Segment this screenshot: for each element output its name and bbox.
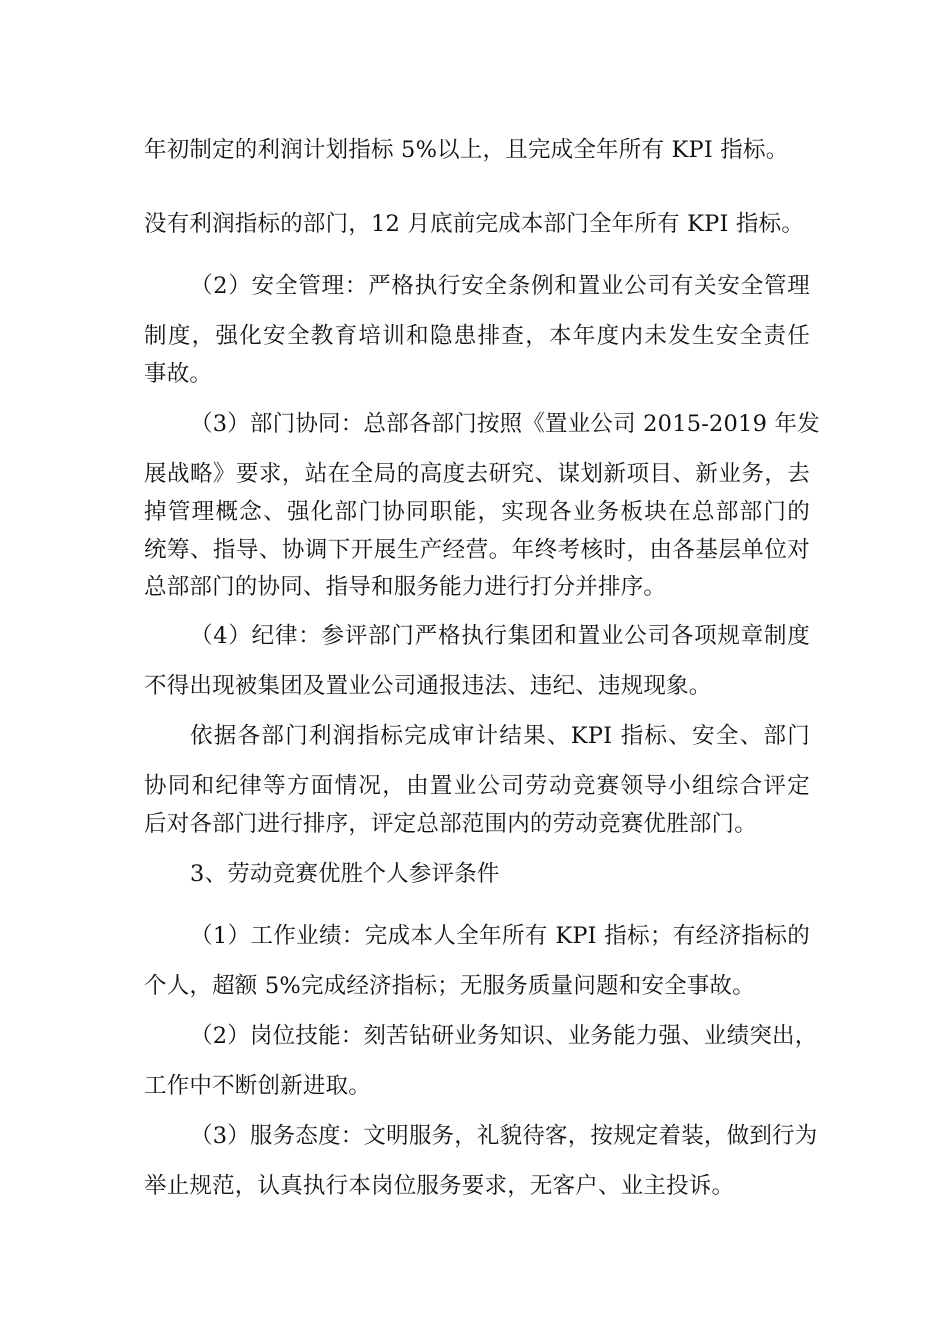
paragraph-line: 依据各部门利润指标完成审计结果、KPI 指标、安全、部门 [190, 723, 810, 749]
paragraph-line: 年初制定的利润计划指标 5%以上，且完成全年所有 KPI 指标。 [144, 137, 789, 163]
paragraph-line: 工作中不断创新进取。 [144, 1073, 372, 1099]
paragraph-line: 举止规范，认真执行本岗位服务要求，无客户、业主投诉。 [144, 1173, 735, 1199]
paragraph-line: （2）岗位技能：刻苦钻研业务知识、业务能力强、业绩突出， [190, 1023, 818, 1049]
paragraph-line: 个人，超额 5%完成经济指标；无服务质量问题和安全事故。 [144, 973, 755, 999]
paragraph-line: 掉管理概念、强化部门协同职能，实现各业务板块在总部部门的 [144, 499, 810, 525]
paragraph-line: （3）服务态度：文明服务，礼貌待客，按规定着装，做到行为 [190, 1123, 818, 1149]
paragraph-line: 后对各部门进行排序，评定总部范围内的劳动竞赛优胜部门。 [144, 811, 757, 837]
section-heading: 3、劳动竞赛优胜个人参评条件 [190, 861, 500, 887]
paragraph-line: （4）纪律：参评部门严格执行集团和置业公司各项规章制度 [190, 623, 810, 649]
paragraph-line: 制度，强化安全教育培训和隐患排查，本年度内未发生安全责任 [144, 323, 810, 349]
paragraph-line: 统筹、指导、协调下开展生产经营。年终考核时，由各基层单位对 [144, 537, 810, 563]
paragraph-line: （1）工作业绩：完成本人全年所有 KPI 指标；有经济指标的 [190, 923, 810, 949]
paragraph-line: （2）安全管理：严格执行安全条例和置业公司有关安全管理 [190, 273, 810, 299]
paragraph-line: 展战略》要求，站在全局的高度去研究、谋划新项目、新业务，去 [144, 461, 810, 487]
paragraph-line: 没有利润指标的部门，12 月底前完成本部门全年所有 KPI 指标。 [144, 211, 805, 237]
paragraph-line: 事故。 [144, 361, 213, 387]
paragraph-line: （3）部门协同：总部各部门按照《置业公司 2015-2019 年发 [190, 411, 820, 437]
paragraph-line: 不得出现被集团及置业公司通报违法、违纪、违规现象。 [144, 673, 712, 699]
paragraph-line: 协同和纪律等方面情况，由置业公司劳动竞赛领导小组综合评定 [144, 773, 810, 799]
paragraph-line: 总部部门的协同、指导和服务能力进行打分并排序。 [144, 574, 667, 600]
